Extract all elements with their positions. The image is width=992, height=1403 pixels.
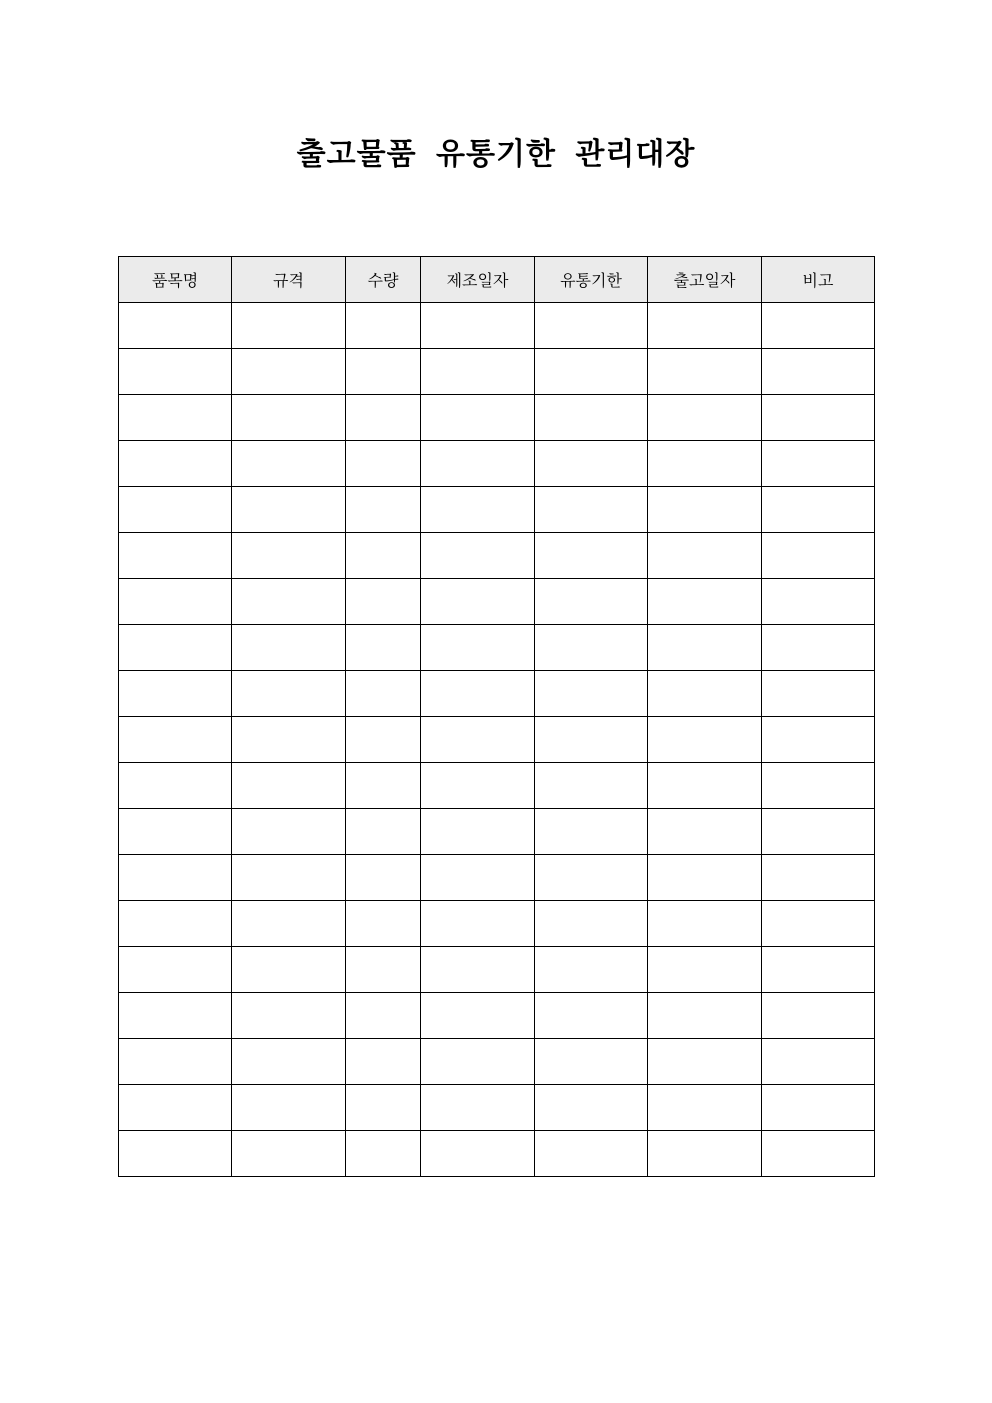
table-cell[interactable]: [119, 947, 232, 993]
table-cell[interactable]: [421, 349, 535, 395]
table-cell[interactable]: [421, 533, 535, 579]
table-cell[interactable]: [232, 303, 346, 349]
table-cell[interactable]: [232, 1085, 346, 1131]
table-cell[interactable]: [535, 395, 648, 441]
table-cell[interactable]: [119, 349, 232, 395]
table-cell[interactable]: [119, 1039, 232, 1085]
table-cell[interactable]: [762, 1131, 875, 1177]
table-cell[interactable]: [648, 993, 762, 1039]
table-cell[interactable]: [648, 625, 762, 671]
table-cell[interactable]: [535, 1131, 648, 1177]
table-cell[interactable]: [535, 487, 648, 533]
table-cell[interactable]: [119, 487, 232, 533]
table-cell[interactable]: [421, 671, 535, 717]
table-row: [119, 901, 875, 947]
table-cell[interactable]: [648, 947, 762, 993]
table-cell[interactable]: [232, 993, 346, 1039]
table-row: [119, 441, 875, 487]
table-cell[interactable]: [232, 855, 346, 901]
table-cell[interactable]: [762, 395, 875, 441]
table-cell[interactable]: [421, 395, 535, 441]
table-cell[interactable]: [346, 763, 421, 809]
table-cell[interactable]: [346, 671, 421, 717]
table-cell[interactable]: [421, 303, 535, 349]
column-header-manufacture-date: 제조일자: [421, 257, 535, 303]
table-cell[interactable]: [762, 1085, 875, 1131]
table-cell[interactable]: [232, 717, 346, 763]
table-cell[interactable]: [232, 533, 346, 579]
table-cell[interactable]: [648, 349, 762, 395]
table-cell[interactable]: [535, 855, 648, 901]
table-cell[interactable]: [232, 487, 346, 533]
table-row: [119, 671, 875, 717]
table-cell[interactable]: [346, 717, 421, 763]
table-cell[interactable]: [421, 855, 535, 901]
table-cell[interactable]: [421, 947, 535, 993]
table-cell[interactable]: [421, 441, 535, 487]
table-cell[interactable]: [535, 901, 648, 947]
column-header-spec: 규격: [232, 257, 346, 303]
table-cell[interactable]: [762, 1039, 875, 1085]
table-cell[interactable]: [648, 763, 762, 809]
table-cell[interactable]: [346, 349, 421, 395]
table-cell[interactable]: [346, 1085, 421, 1131]
table-cell[interactable]: [648, 1039, 762, 1085]
table-cell[interactable]: [762, 671, 875, 717]
table-cell[interactable]: [421, 809, 535, 855]
table-cell[interactable]: [232, 579, 346, 625]
table-cell[interactable]: [648, 533, 762, 579]
table-row: [119, 395, 875, 441]
table-cell[interactable]: [648, 1131, 762, 1177]
table-cell[interactable]: [232, 1039, 346, 1085]
table-cell[interactable]: [535, 1039, 648, 1085]
table-cell[interactable]: [119, 809, 232, 855]
table-cell[interactable]: [119, 579, 232, 625]
table-cell[interactable]: [648, 809, 762, 855]
expiry-ledger-table: [118, 256, 875, 1177]
table-cell[interactable]: [346, 579, 421, 625]
table-cell[interactable]: [648, 441, 762, 487]
table-cell[interactable]: [648, 855, 762, 901]
table-body: [119, 303, 875, 1177]
table-cell[interactable]: [346, 395, 421, 441]
table-cell[interactable]: [232, 763, 346, 809]
table-cell[interactable]: [535, 671, 648, 717]
table-cell[interactable]: [346, 1131, 421, 1177]
table-cell[interactable]: [535, 349, 648, 395]
table-cell[interactable]: [421, 625, 535, 671]
table-cell[interactable]: [119, 303, 232, 349]
table-cell[interactable]: [346, 303, 421, 349]
table-cell[interactable]: [535, 809, 648, 855]
table-cell[interactable]: [346, 1039, 421, 1085]
table-cell[interactable]: [119, 1131, 232, 1177]
table-cell[interactable]: [421, 1131, 535, 1177]
table-row: [119, 947, 875, 993]
table-cell[interactable]: [232, 625, 346, 671]
table-cell[interactable]: [232, 1131, 346, 1177]
table-cell[interactable]: [762, 809, 875, 855]
table-row: [119, 1085, 875, 1131]
table-cell[interactable]: [346, 855, 421, 901]
table-cell[interactable]: [762, 579, 875, 625]
table-cell[interactable]: [232, 809, 346, 855]
table-cell[interactable]: [119, 993, 232, 1039]
table-row: [119, 625, 875, 671]
table-cell[interactable]: [762, 487, 875, 533]
table-cell[interactable]: [119, 1085, 232, 1131]
table-cell[interactable]: [648, 1085, 762, 1131]
table-cell[interactable]: [119, 901, 232, 947]
table-row: [119, 303, 875, 349]
column-header-remarks: 비고: [762, 257, 875, 303]
header-row: [119, 257, 875, 303]
table-cell[interactable]: [421, 993, 535, 1039]
table-row: [119, 763, 875, 809]
table-cell[interactable]: [119, 671, 232, 717]
table-cell[interactable]: [648, 717, 762, 763]
table-cell[interactable]: [535, 303, 648, 349]
table-cell[interactable]: [648, 579, 762, 625]
table-cell[interactable]: [648, 671, 762, 717]
table-cell[interactable]: [346, 947, 421, 993]
table-row: [119, 1039, 875, 1085]
table-cell[interactable]: [762, 763, 875, 809]
table-cell[interactable]: [535, 533, 648, 579]
table-cell[interactable]: [232, 395, 346, 441]
table-cell[interactable]: [119, 855, 232, 901]
table-cell[interactable]: [421, 487, 535, 533]
table-row: [119, 993, 875, 1039]
table-cell[interactable]: [535, 993, 648, 1039]
table-row: [119, 349, 875, 395]
table-cell[interactable]: [648, 395, 762, 441]
table-row: [119, 487, 875, 533]
table-cell[interactable]: [119, 441, 232, 487]
table-cell[interactable]: [535, 763, 648, 809]
table-cell[interactable]: [762, 901, 875, 947]
table-cell[interactable]: [119, 763, 232, 809]
table-row: [119, 717, 875, 763]
table-cell[interactable]: [232, 441, 346, 487]
table-cell[interactable]: [648, 303, 762, 349]
table-cell[interactable]: [762, 947, 875, 993]
table-cell[interactable]: [421, 1039, 535, 1085]
table-cell[interactable]: [232, 901, 346, 947]
table-cell[interactable]: [535, 579, 648, 625]
table-cell[interactable]: [421, 1085, 535, 1131]
table-cell[interactable]: [762, 303, 875, 349]
table-cell[interactable]: [346, 487, 421, 533]
table-row: [119, 533, 875, 579]
table-cell[interactable]: [421, 901, 535, 947]
column-header-shipping-date: 출고일자: [648, 257, 762, 303]
table-cell[interactable]: [762, 993, 875, 1039]
table-cell[interactable]: [535, 947, 648, 993]
table-cell[interactable]: [346, 993, 421, 1039]
table-row: [119, 809, 875, 855]
table-cell[interactable]: [535, 717, 648, 763]
page-title: 출고물품 유통기한 관리대장: [296, 137, 696, 172]
column-header-item-name: 품목명: [119, 257, 232, 303]
column-header-expiry-date: 유통기한: [535, 257, 648, 303]
table-cell[interactable]: [648, 901, 762, 947]
table-cell[interactable]: [535, 625, 648, 671]
table-cell[interactable]: [346, 625, 421, 671]
table-cell[interactable]: [762, 349, 875, 395]
table-cell[interactable]: [119, 717, 232, 763]
table-cell[interactable]: [119, 395, 232, 441]
table-cell[interactable]: [232, 349, 346, 395]
table-cell[interactable]: [535, 441, 648, 487]
table-cell[interactable]: [421, 579, 535, 625]
table-cell[interactable]: [232, 671, 346, 717]
table-cell[interactable]: [119, 533, 232, 579]
table-row: [119, 1131, 875, 1177]
table-cell[interactable]: [421, 763, 535, 809]
table-cell[interactable]: [762, 855, 875, 901]
table-cell[interactable]: [346, 901, 421, 947]
table-cell[interactable]: [346, 441, 421, 487]
table-cell[interactable]: [762, 533, 875, 579]
table-cell[interactable]: [762, 717, 875, 763]
table-cell[interactable]: [535, 1085, 648, 1131]
table-cell[interactable]: [119, 625, 232, 671]
table-cell[interactable]: [421, 717, 535, 763]
table-cell[interactable]: [762, 625, 875, 671]
table-cell[interactable]: [762, 441, 875, 487]
table-row: [119, 855, 875, 901]
table-cell[interactable]: [346, 809, 421, 855]
table-cell[interactable]: [648, 487, 762, 533]
table-row: [119, 579, 875, 625]
table-cell[interactable]: [232, 947, 346, 993]
table-cell[interactable]: [346, 533, 421, 579]
column-header-quantity: 수량: [346, 257, 421, 303]
